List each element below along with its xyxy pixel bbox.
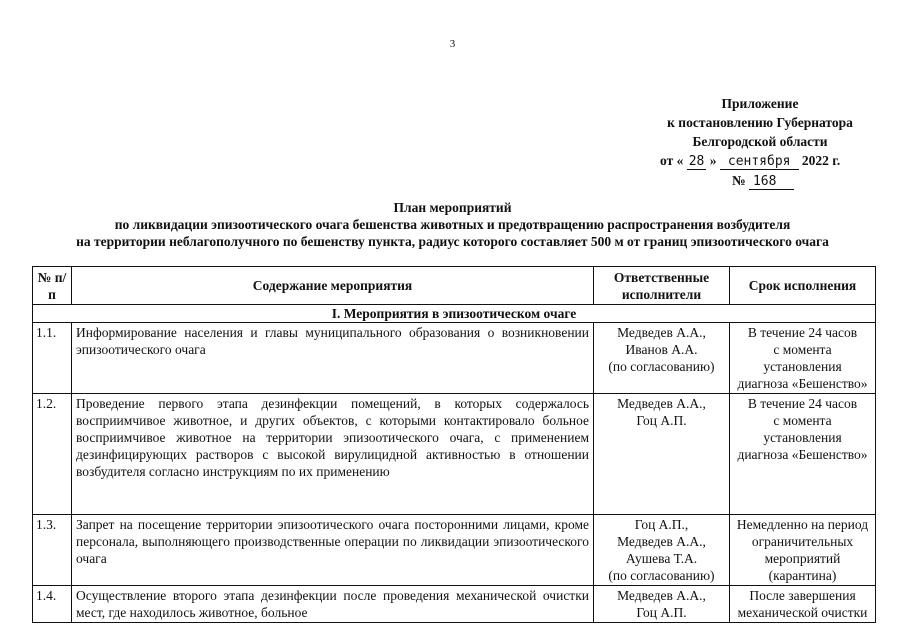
header-content: Содержание мероприятия — [72, 267, 594, 305]
row-responsible — [594, 394, 730, 515]
appendix-block — [610, 94, 905, 191]
responsible-line: Иванов А.А. — [625, 342, 698, 357]
header-deadline: Срок исполнения — [730, 267, 876, 305]
date-year: 2022 г. — [801, 153, 841, 168]
section-row — [33, 305, 876, 323]
responsible-line: (по согласованию) — [608, 359, 715, 374]
appendix-title: Приложение — [721, 96, 799, 111]
deadline-line: В течение 24 часов — [747, 325, 858, 340]
date-day: 28 — [688, 154, 705, 169]
row-num: 1.3. — [33, 515, 72, 586]
row-deadline — [730, 323, 876, 394]
table-row — [33, 515, 876, 586]
responsible-line: (по согласованию) — [608, 568, 715, 583]
responsible-line: Медведев А.А., — [617, 588, 706, 603]
row-responsible — [594, 323, 730, 394]
deadline-line: (карантина) — [768, 568, 837, 583]
title-line: на территории неблагополучного по бешенству пункта, радиус которого составляет 500 м от границ эпизоотического очага — [76, 234, 829, 249]
row-content: Информирование населения и главы муниципального образования о возникновении эпизоотического очага — [72, 323, 594, 394]
row-content: Проведение первого этапа дезинфекции помещений, в которых содержалось восприимчивое животное, и других объектов, с которыми контактировало больное восприимчивое животное на территории эпизоотического очага, с применением дезинфицирующих растворов с высокой вирулицидной активностью в отношении возбудителя согласно инструкциям по их применению — [72, 394, 594, 515]
row-responsible — [594, 515, 730, 586]
responsible-line: Гоц А.П. — [636, 413, 687, 428]
measures-table — [32, 266, 876, 623]
date-mid: » — [709, 153, 717, 168]
appendix-line: к постановлению Губернатора — [667, 115, 853, 130]
responsible-line: Гоц А.П. — [636, 605, 687, 620]
date-prefix: от « — [660, 153, 684, 168]
table-row — [33, 394, 876, 515]
row-num: 1.4. — [33, 586, 72, 623]
row-num: 1.1. — [33, 323, 72, 394]
responsible-line: Медведев А.А., — [617, 396, 706, 411]
page-number: 3 — [449, 38, 456, 50]
deadline-line: ограничительных — [751, 534, 854, 549]
deadline-line: с момента установления — [763, 413, 842, 445]
table-row — [33, 323, 876, 394]
responsible-line: Гоц А.П., — [634, 517, 689, 532]
row-content: Осуществление второго этапа дезинфекции после проведения механической очистки мест, где находилось животное, больное — [72, 586, 594, 623]
deadline-line: механической очистки — [737, 605, 868, 620]
title-line: по ликвидации эпизоотического очага бешенства животных и предотвращению распространения возбудителя — [114, 217, 791, 232]
responsible-line: Аушева Т.А. — [625, 551, 698, 566]
deadline-line: После завершения — [749, 588, 856, 603]
row-content: Запрет на посещение территории эпизоотического очага посторонними лицами, кроме персонала, выполняющего производственные операции по ликвидации эпизоотического очага — [72, 515, 594, 586]
table-row — [33, 586, 876, 623]
row-num: 1.2. — [33, 394, 72, 515]
responsible-line: Медведев А.А., — [617, 534, 706, 549]
title-line: План мероприятий — [393, 200, 512, 215]
date-month: сентября — [720, 154, 799, 170]
deadline-line: Немедленно на период — [736, 517, 869, 532]
appendix-line: Белгородской области — [692, 134, 828, 149]
header-num: № п/п — [33, 267, 72, 305]
plan-title — [0, 199, 905, 250]
row-deadline — [730, 515, 876, 586]
deadline-line: с момента установления — [763, 342, 842, 374]
deadline-line: диагноза «Бешенство» — [737, 447, 868, 462]
responsible-line: Медведев А.А., — [617, 325, 706, 340]
section-title: I. Мероприятия в эпизоотическом очаге — [33, 305, 876, 323]
row-deadline — [730, 394, 876, 515]
appendix-date — [610, 151, 905, 171]
document-number: 168 — [749, 174, 794, 190]
deadline-line: мероприятий — [764, 551, 841, 566]
deadline-line: диагноза «Бешенство» — [737, 376, 868, 391]
appendix-number — [610, 171, 905, 191]
number-prefix: № — [732, 173, 746, 188]
table-header-row — [33, 267, 876, 305]
header-responsible: Ответственные исполнители — [594, 267, 730, 305]
row-responsible — [594, 586, 730, 623]
deadline-line: В течение 24 часов — [747, 396, 858, 411]
row-deadline — [730, 586, 876, 623]
